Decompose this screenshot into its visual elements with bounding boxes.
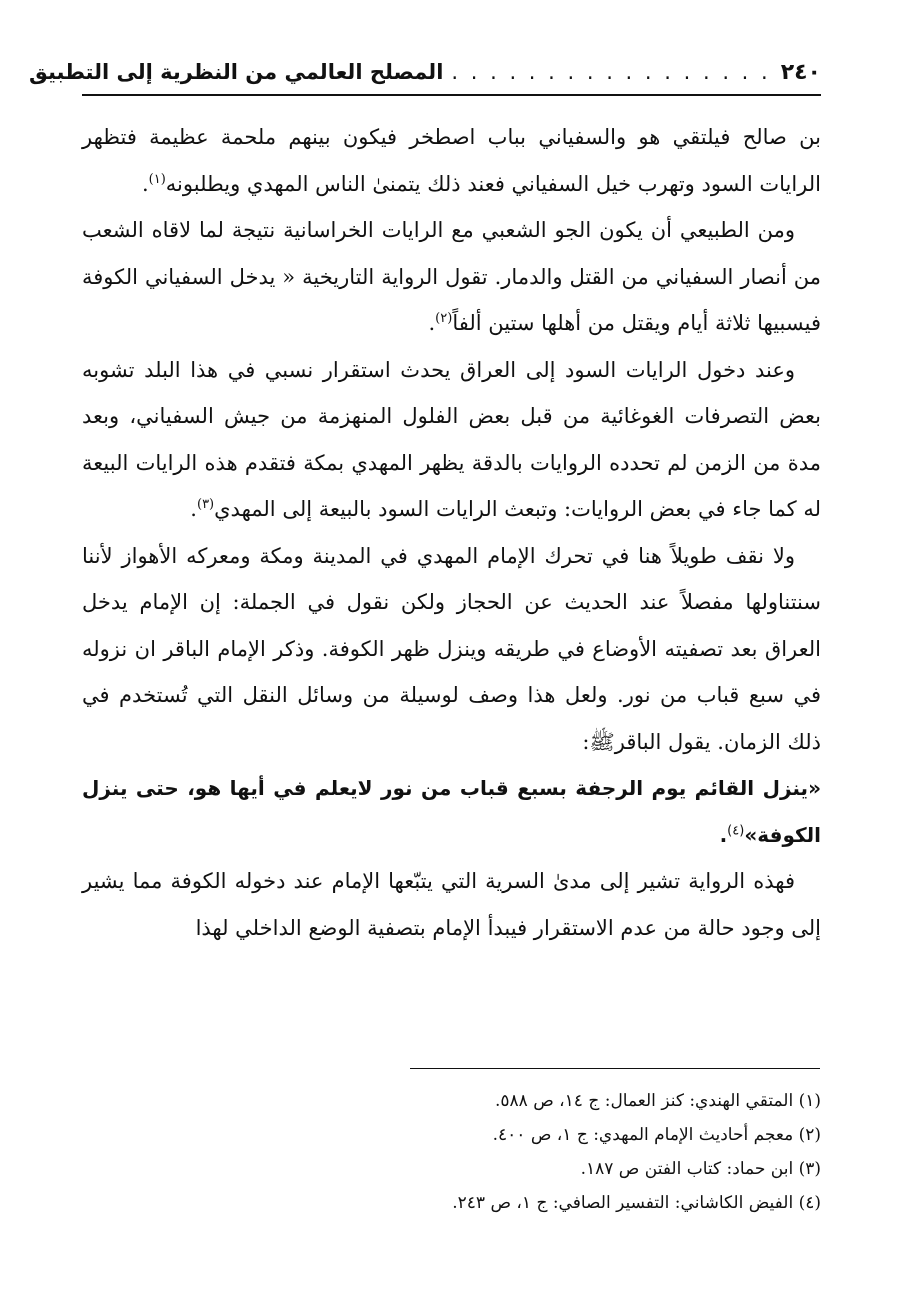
paragraph-end: . <box>719 822 728 847</box>
page-number: ٢٤٠ <box>780 60 821 85</box>
paragraph-end: . <box>141 171 149 196</box>
quotation <box>82 765 821 858</box>
footnote-3: (٣) ابن حماد: كتاب الفتن ص ١٨٧. <box>580 1159 821 1179</box>
paragraph-text: فهذه الرواية تشير إلى مدىٰ السرية التي يتبّعها الإمام عند دخوله الكوفة مما يشير إلى وجود حالة من عدم الاستقرار فيبدأ الإمام بتصفية الوضع الداخلي لهذا <box>82 869 821 940</box>
footnote-ref-1[interactable]: (١) <box>148 171 166 187</box>
paragraph-text: ومن الطبيعي أن يكون الجو الشعبي مع الرايات الخراسانية نتيجة لما لاقاه الشعب من أنصار السفياني من القتل والدمار. تقول الرواية التاريخية « يدخل السفياني الكوفة فيسبيها ثلاثة أيام ويقتل من أهلها ستين ألفاً <box>82 218 821 335</box>
footnote-ref-2[interactable]: (٢) <box>435 311 453 326</box>
paragraph-1 <box>82 114 821 207</box>
paragraph-4 <box>82 533 821 766</box>
body-text <box>82 114 821 951</box>
quotation-text: «ينزل القائم يوم الرجفة بسبع قباب من نور لايعلم في أيها هو، حتى ينزل الكوفة» <box>82 776 821 847</box>
footnote-4: (٤) الفيض الكاشاني: التفسير الصافي: ج ١، ص ٢٤٣. <box>452 1193 821 1213</box>
book-title: المصلح العالمي من النظرية إلى التطبيق <box>29 60 444 84</box>
paragraph-text: بن صالح فيلتقي هو والسفياني بباب اصطخر فيكون بينهم ملحمة عظيمة فتظهر الرايات السود وتهرب خيل السفياني فعند ذلك يتمنىٰ الناس المهدي ويطلبونه <box>82 125 821 196</box>
paragraph-text: وعند دخول الرايات السود إلى العراق يحدث استقرار نسبي في هذا البلد تشوبه بعض التصرفات الغوغائية من قبل بعض الفلول المنهزمة من جيش السفياني، وبعد مدة من الزمن لم تحدده الروايات بالدقة يظهر المهدي بمكة فتقدم هذه الرايات البيعة له كما جاء في بعض الروايات: وتبعث الرايات السود بالبيعة إلى المهدي <box>82 357 821 521</box>
footnote-divider <box>410 1068 820 1069</box>
paragraph-6 <box>82 858 821 951</box>
footnote-ref-3[interactable]: (٣) <box>196 497 215 512</box>
paragraph-2 <box>82 207 821 347</box>
paragraph-end: . <box>428 311 436 335</box>
paragraph-text: ولا نقف طويلاً هنا في تحرك الإمام المهدي في المدينة ومكة ومعركه الأهواز لأننا سنتناولها مفصلاً عند الحديث عن الحجاز ولكن نقول في الجملة: إن الإمام يدخل العراق بعد تصفيته الأوضاع في طريقه وينزل ظهر الكوفة. وذكر الإمام الباقر ان نزوله في سبع قباب من نور. ولعل هذا وصف لوسيلة من وسائل النقل التي تُستخدم في ذلك الزمان. يقول الباقرﷺ: <box>82 543 821 754</box>
header-leader-dots: . . . . . . . . . . . . . . . . . <box>451 60 771 84</box>
paragraph-end: . <box>190 497 197 521</box>
running-header <box>29 52 821 96</box>
footnote-2: (٢) معجم أحاديث الإمام المهدي: ج ١، ص ٤٠٠. <box>492 1125 821 1145</box>
footnote-1: (١) المتقي الهندي: كنز العمال: ج ١٤، ص ٥٨٨. <box>495 1091 821 1111</box>
paragraph-3 <box>82 347 821 533</box>
footnote-ref-4[interactable]: (٤) <box>727 822 745 838</box>
footnotes <box>82 1084 821 1220</box>
